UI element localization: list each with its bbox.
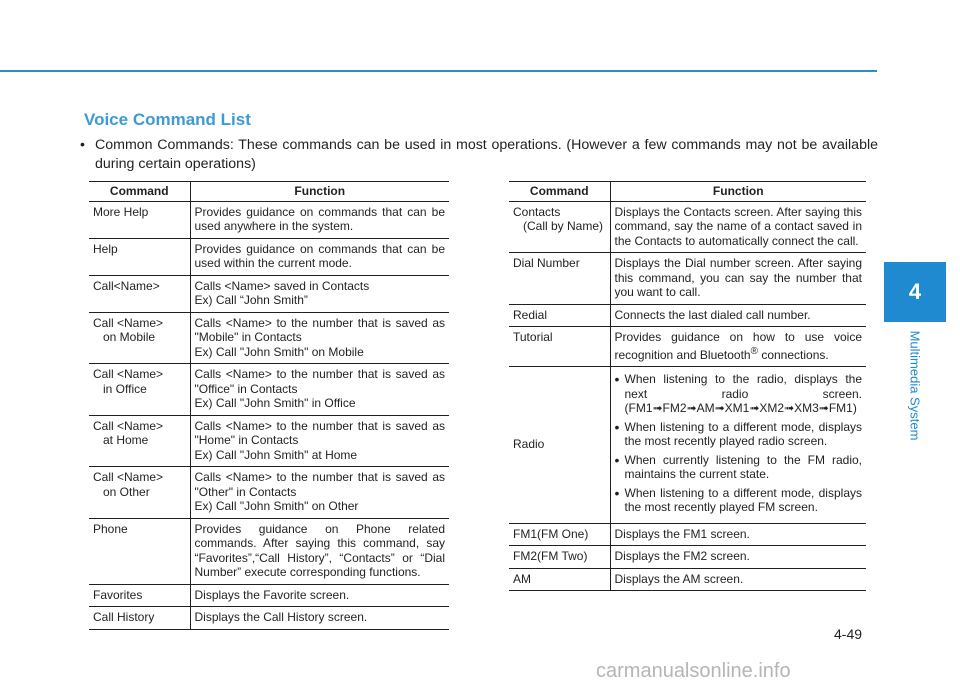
function-cell — [190, 467, 449, 519]
intro-text: Common Commands: These commands can be used in most operations. (However a few commands may not be available during certain operations) — [95, 137, 878, 172]
table-row — [89, 275, 449, 312]
command-cell — [89, 275, 190, 312]
intro-bullet-paragraph — [80, 136, 878, 174]
table-row — [89, 238, 449, 275]
command-subtext: at Home — [103, 433, 149, 447]
list-item: • When listening to a different mode, displays the most recently played radio screen. — [615, 420, 863, 449]
table-row — [89, 518, 449, 584]
command-cell: FM2(FM Two) — [509, 546, 610, 569]
command-text: Call <Name> — [93, 315, 164, 330]
function-text: Ex) Call "John Smith" in Office — [194, 396, 356, 410]
command-text: Favorites — [93, 587, 143, 602]
command-subtext: in Office — [103, 381, 147, 396]
table-row — [89, 607, 449, 630]
function-text: Ex) Call "John Smith" on Mobile — [194, 344, 364, 359]
command-cell — [89, 238, 190, 275]
command-subtext: (Call by Name) — [523, 219, 604, 233]
command-text: Call <Name> — [93, 470, 164, 484]
command-text: Contacts — [513, 204, 561, 219]
chapter-number: 4 — [908, 279, 922, 304]
function-text: Provides guidance on commands that can be used within the current mode. — [194, 241, 445, 270]
function-cell — [190, 201, 449, 238]
table-header-row — [509, 182, 866, 202]
table-row — [89, 364, 449, 416]
command-text: Phone — [93, 521, 128, 536]
function-cell — [190, 584, 449, 607]
function-cell — [190, 415, 449, 467]
command-text: Call <Name> — [93, 418, 164, 433]
table-row — [89, 415, 449, 467]
function-text-end: connections. — [757, 347, 829, 362]
chapter-label — [899, 320, 931, 450]
function-cell — [190, 312, 449, 364]
column-header-command: Command — [509, 182, 610, 202]
function-text: Calls <Name> saved in Contacts — [194, 278, 370, 293]
radio-bullet-list — [615, 372, 863, 515]
function-text: Calls <Name> to the number that is saved as "Home" in Contacts — [194, 418, 445, 447]
function-text: Ex) Call “John Smith” — [194, 293, 308, 307]
command-cell: Dial Number — [509, 253, 610, 305]
command-cell: Redial — [509, 304, 610, 327]
function-cell — [190, 607, 449, 630]
command-cell — [509, 201, 610, 253]
registered-mark: ® — [750, 345, 758, 357]
function-text: Calls <Name> to the number that is saved as "Office" in Contacts — [194, 367, 445, 396]
function-text: Calls <Name> to the number that is saved as "Mobile" in Contacts — [194, 315, 445, 344]
function-text: Displays the Call History screen. — [194, 610, 368, 624]
function-text: Ex) Call "John Smith" on Other — [194, 499, 359, 513]
table-row — [509, 546, 866, 569]
command-table-left — [89, 181, 449, 630]
function-text: Provides guidance on Phone related commands. After saying this command, say “Favorites”,“Call History”, “Contacts” or “Dial Number” execute corresponding functions. — [194, 521, 445, 579]
table-row — [89, 467, 449, 519]
table-row — [509, 523, 866, 546]
function-text: Displays the Favorite screen. — [194, 587, 350, 602]
command-cell — [89, 312, 190, 364]
function-cell — [610, 367, 866, 524]
page-number: 4-49 — [834, 626, 863, 642]
watermark-text: carmanualsonline.info — [596, 660, 791, 682]
function-cell: Displays the FM2 screen. — [610, 546, 866, 569]
command-text: Call <Name> — [93, 367, 164, 381]
command-cell — [89, 364, 190, 416]
table-row — [509, 253, 866, 305]
function-cell — [190, 364, 449, 416]
table-row — [509, 327, 866, 367]
list-item: • When listening to a different mode, displays the most recently played FM screen. — [615, 486, 863, 515]
command-cell — [89, 518, 190, 584]
section-title: Voice Command List — [84, 110, 251, 129]
column-header-function: Function — [610, 182, 866, 202]
list-item: • When listening to the radio, displays the next radio screen. (FM1➟FM2➟AM➟XM1➟XM2➟XM3➟FM1) — [615, 372, 863, 416]
function-text: Provides guidance on how to use voice recognition and Bluetooth — [614, 330, 862, 362]
command-cell: Radio — [509, 367, 610, 524]
table-row — [509, 201, 866, 253]
command-cell — [89, 467, 190, 519]
bullet-marker: • — [80, 137, 85, 153]
function-cell — [190, 238, 449, 275]
header-rule — [0, 70, 877, 72]
column-header-function: Function — [190, 182, 449, 202]
table-row — [509, 568, 866, 591]
command-cell: Tutorial — [509, 327, 610, 367]
command-subtext: on Mobile — [103, 330, 156, 344]
chapter-number-tab — [884, 262, 946, 322]
function-cell: Displays the FM1 screen. — [610, 523, 866, 546]
chapter-label-text: Multimedia System — [907, 330, 923, 440]
table-row — [89, 201, 449, 238]
command-table-right — [509, 181, 866, 591]
function-cell — [190, 518, 449, 584]
command-text: Call<Name> — [93, 278, 160, 293]
table-header-row — [89, 182, 449, 202]
command-cell: FM1(FM One) — [509, 523, 610, 546]
command-subtext: on Other — [103, 484, 150, 499]
table-row — [509, 304, 866, 327]
table-row — [89, 312, 449, 364]
command-cell — [89, 201, 190, 238]
command-cell: AM — [509, 568, 610, 591]
command-cell — [89, 415, 190, 467]
command-cell — [89, 584, 190, 607]
function-text: Calls <Name> to the number that is saved as "Other" in Contacts — [194, 470, 445, 499]
command-text: Help — [93, 241, 118, 256]
function-text: Ex) Call "John Smith" at Home — [194, 447, 358, 462]
left-table-body — [89, 201, 449, 629]
function-cell: Displays the AM screen. — [610, 568, 866, 591]
function-cell — [610, 327, 866, 367]
command-text: More Help — [93, 204, 149, 219]
command-cell — [89, 607, 190, 630]
function-cell: Displays the Dial number screen. After saying this command, you can say the number that you want to call. — [610, 253, 866, 305]
list-item: • When currently listening to the FM radio, maintains the current state. — [615, 453, 863, 482]
table-row — [89, 584, 449, 607]
function-cell — [190, 275, 449, 312]
table-row — [509, 367, 866, 524]
column-header-command: Command — [89, 182, 190, 202]
function-text: Provides guidance on commands that can be used anywhere in the system. — [194, 204, 445, 233]
function-cell: Connects the last dialed call number. — [610, 304, 866, 327]
function-cell: Displays the Contacts screen. After saying this command, say the name of a contact saved in the Contacts to automatically connect the call. — [610, 201, 866, 253]
command-text: Call History — [93, 610, 155, 624]
